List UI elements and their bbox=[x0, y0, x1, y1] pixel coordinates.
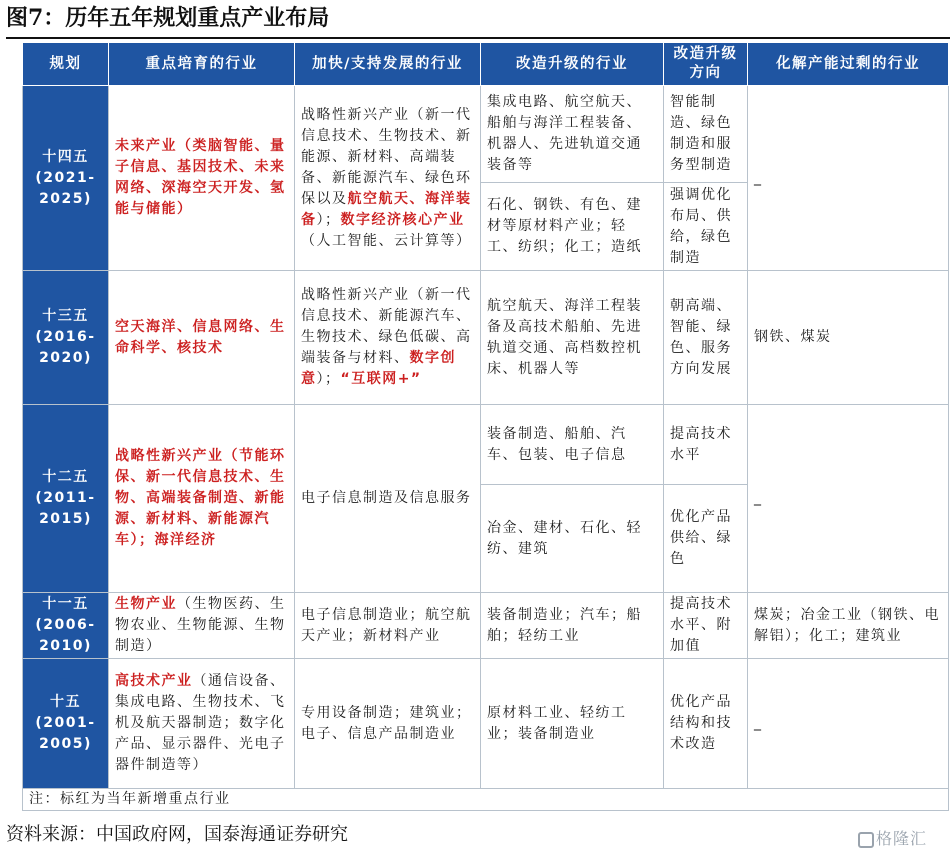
cultivate-cell bbox=[109, 593, 295, 659]
direction-cell: 优化产品结构和技术改造 bbox=[664, 659, 748, 789]
upgrade-cell: 集成电路、航空航天、船舶与海洋工程装备、机器人、先进轨道交通装备等 bbox=[481, 86, 664, 183]
table-row bbox=[23, 659, 949, 789]
header-upgrade-direction: 改造升级方向 bbox=[664, 43, 748, 86]
period-cell bbox=[23, 593, 109, 659]
accelerate-text: （人工智能、云计算等） bbox=[301, 232, 472, 249]
upgrade-cell: 冶金、建材、石化、轻纺、建筑 bbox=[481, 485, 664, 593]
new-industry-highlight: 高技术产业 bbox=[115, 673, 193, 689]
period-name: 十四五 bbox=[42, 148, 89, 165]
period-years: (2016-2020) bbox=[35, 329, 96, 366]
cultivate-cell bbox=[109, 659, 295, 789]
new-industry-highlight: 未来产业（类脑智能、量子信息、基因技术、未来网络、深海空天开发、氢能与储能） bbox=[115, 138, 286, 217]
accelerate-cell: 专用设备制造；建筑业；电子、信息产品制造业 bbox=[295, 659, 481, 789]
upgrade-cell: 航空航天、海洋工程装备及高技术船舶、先进轨道交通、高档数控机床、机器人等 bbox=[481, 271, 664, 405]
new-industry-highlight: 航空航天、海洋装备 bbox=[301, 190, 472, 228]
upgrade-cell: 石化、钢铁、有色、建材等原材料产业；轻工、纺织；化工；造纸 bbox=[481, 183, 664, 271]
header-overcapacity: 化解产能过剩的行业 bbox=[748, 43, 949, 86]
overcapacity-cell: 钢铁、煤炭 bbox=[748, 271, 949, 405]
table-row bbox=[23, 593, 949, 659]
accelerate-text: 战略性新兴产业（新一代信息技术、新能源汽车、生物技术、绿色低碳、高端装备与材料、 bbox=[301, 287, 472, 366]
table-row bbox=[23, 271, 949, 405]
period-years: (2006-2010) bbox=[35, 617, 96, 654]
direction-cell: 强调优化布局、供给，绿色制造 bbox=[664, 183, 748, 271]
overcapacity-cell: _ bbox=[748, 405, 949, 593]
table-note: 注：标红为当年新增重点行业 bbox=[23, 789, 949, 811]
accelerate-text: 战略性新兴产业（新一代信息技术、生物技术、新能源、新材料、高端装备、新能源汽车、绿色环保以及 bbox=[301, 106, 472, 207]
accelerate-cell bbox=[295, 86, 481, 271]
header-upgrade: 改造升级的行业 bbox=[481, 43, 664, 86]
header-accelerate: 加快/支持发展的行业 bbox=[295, 43, 481, 86]
header-plan: 规划 bbox=[23, 43, 109, 86]
cultivate-cell bbox=[109, 405, 295, 593]
period-name: 十一五 bbox=[42, 596, 89, 612]
figure-title: 图7：历年五年规划重点产业布局 bbox=[6, 5, 330, 31]
accelerate-text: ）； bbox=[316, 211, 341, 228]
cultivate-text: （生物医药、生物农业、生物能源、生物制造） bbox=[115, 596, 286, 654]
cultivate-text: （通信设备、集成电路、生物技术、飞机及航天器制造；数字化产品、显示器件、光电子器件制造等） bbox=[115, 673, 286, 773]
period-cell bbox=[23, 405, 109, 593]
period-years: (2021-2025) bbox=[35, 169, 96, 207]
period-cell bbox=[23, 659, 109, 789]
new-industry-highlight: “互联网+” bbox=[340, 371, 422, 387]
watermark-logo-icon bbox=[858, 832, 874, 848]
overcapacity-cell: 煤炭；冶金工业（钢铁、电解铝）；化工；建筑业 bbox=[748, 593, 949, 659]
accelerate-cell: 电子信息制造及信息服务 bbox=[295, 405, 481, 593]
accelerate-text: ）； bbox=[316, 371, 341, 387]
table-header-row bbox=[23, 43, 949, 86]
watermark-text: 格隆汇 bbox=[876, 829, 928, 848]
direction-cell: 提高技术水平、附加值 bbox=[664, 593, 748, 659]
header-cultivate: 重点培育的行业 bbox=[109, 43, 295, 86]
new-industry-highlight: 生物产业 bbox=[115, 596, 177, 612]
period-cell bbox=[23, 86, 109, 271]
new-industry-highlight: 战略性新兴产业（节能环保、新一代信息技术、生物、高端装备制造、新能源、新材料、新能源汽车）；海洋经济 bbox=[115, 448, 286, 548]
new-industry-highlight: 空天海洋、信息网络、生命科学、核技术 bbox=[115, 318, 286, 356]
overcapacity-cell: _ bbox=[748, 86, 949, 271]
five-year-plan-table bbox=[22, 42, 949, 811]
direction-cell: 优化产品供给、绿色 bbox=[664, 485, 748, 593]
table-row bbox=[23, 86, 949, 183]
direction-cell: 智能制造、绿色制造和服务型制造 bbox=[664, 86, 748, 183]
period-name: 十五 bbox=[50, 694, 81, 710]
table-row bbox=[23, 405, 949, 485]
accelerate-cell bbox=[295, 271, 481, 405]
accelerate-cell: 电子信息制造业；航空航天产业；新材料产业 bbox=[295, 593, 481, 659]
title-divider bbox=[6, 37, 950, 39]
period-name: 十三五 bbox=[42, 308, 89, 324]
cultivate-cell bbox=[109, 86, 295, 271]
watermark bbox=[858, 826, 927, 849]
upgrade-cell: 原材料工业、轻纺工业；装备制造业 bbox=[481, 659, 664, 789]
direction-cell: 朝高端、智能、绿色、服务方向发展 bbox=[664, 271, 748, 405]
upgrade-cell: 装备制造业；汽车；船舶；轻纺工业 bbox=[481, 593, 664, 659]
direction-cell: 提高技术水平 bbox=[664, 405, 748, 485]
source-note: 资料来源：中国政府网，国泰海通证券研究 bbox=[6, 824, 348, 845]
upgrade-cell: 装备制造、船舶、汽车、包装、电子信息 bbox=[481, 405, 664, 485]
cultivate-cell bbox=[109, 271, 295, 405]
new-industry-highlight: 数字创意 bbox=[301, 350, 456, 387]
period-years: (2011-2015) bbox=[35, 490, 96, 527]
table-row bbox=[23, 789, 949, 811]
overcapacity-cell: _ bbox=[748, 659, 949, 789]
period-cell bbox=[23, 271, 109, 405]
period-name: 十二五 bbox=[42, 469, 89, 485]
period-years: (2001-2005) bbox=[35, 715, 96, 752]
new-industry-highlight: 数字经济核心产业 bbox=[340, 211, 465, 228]
